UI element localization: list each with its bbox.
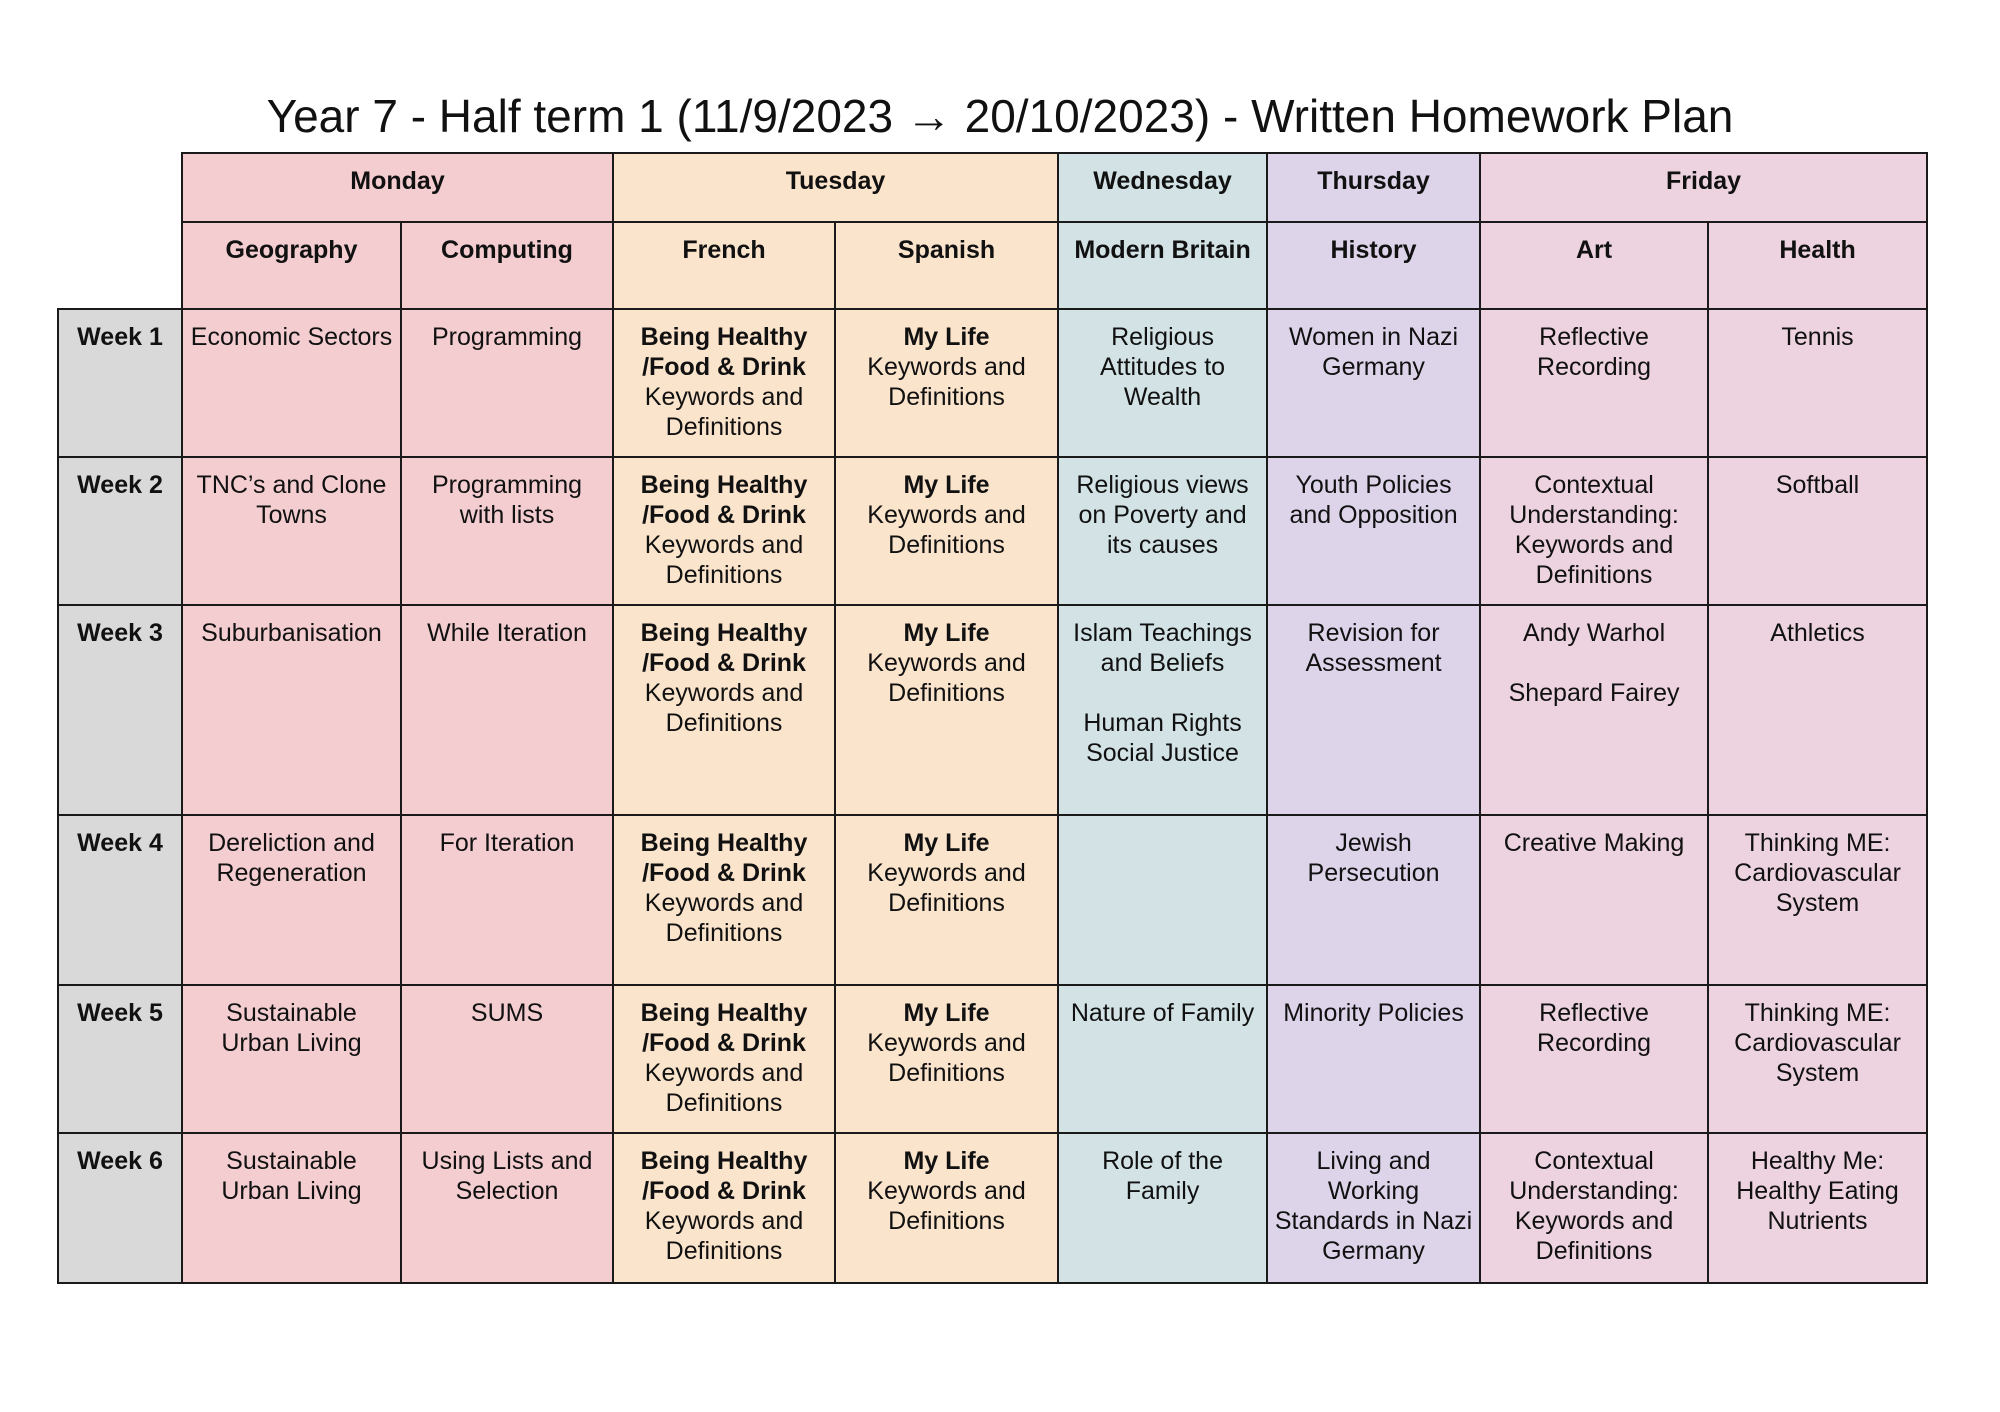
modern-britain-cell	[1058, 1133, 1267, 1283]
homework-text: For Iteration	[439, 829, 575, 857]
homework-text: Women in Nazi Germany	[1289, 323, 1459, 381]
corner-cell	[58, 153, 182, 222]
spanish-cell	[835, 309, 1058, 457]
computing-cell	[401, 457, 613, 605]
day-friday: Friday	[1480, 153, 1927, 222]
homework-topic: Being Healthy /Food & Drink	[640, 999, 808, 1057]
computing-cell	[401, 1133, 613, 1283]
modern-britain-cell	[1058, 985, 1267, 1133]
homework-text: Role of the Family	[1102, 1147, 1223, 1205]
homework-text: Sustainable Urban Living	[221, 1147, 362, 1205]
geography-cell	[182, 309, 401, 457]
art-cell	[1480, 309, 1708, 457]
homework-text: Contextual Understanding: Keywords and Definitions	[1509, 1147, 1679, 1265]
french-cell	[613, 605, 835, 815]
corner-cell	[58, 222, 182, 309]
homework-topic: My Life	[903, 1147, 990, 1175]
homework-text: Jewish Persecution	[1307, 829, 1440, 887]
homework-text: Shepard Fairey	[1508, 679, 1680, 707]
week-label: Week 1	[58, 309, 182, 457]
homework-text: Using Lists and Selection	[421, 1147, 593, 1205]
homework-text: Creative Making	[1503, 829, 1685, 857]
homework-text: Keywords and Definitions	[867, 649, 1026, 707]
homework-text: Youth Policies and Opposition	[1289, 471, 1458, 529]
day-monday: Monday	[182, 153, 613, 222]
week-label: Week 3	[58, 605, 182, 815]
subject-health: Health	[1708, 222, 1927, 309]
computing-cell	[401, 985, 613, 1133]
subject-art: Art	[1480, 222, 1708, 309]
geography-cell	[182, 1133, 401, 1283]
week-row	[58, 815, 1927, 985]
geography-cell	[182, 985, 401, 1133]
homework-topic: My Life	[903, 829, 990, 857]
homework-text: Keywords and Definitions	[867, 501, 1026, 559]
homework-text: Human Rights Social Justice	[1083, 709, 1242, 767]
day-tuesday: Tuesday	[613, 153, 1058, 222]
homework-timetable	[57, 152, 1928, 1284]
geography-cell	[182, 815, 401, 985]
homework-topic: Being Healthy /Food & Drink	[640, 471, 808, 529]
homework-text: While Iteration	[427, 619, 587, 647]
homework-text: Keywords and Definitions	[644, 679, 804, 737]
modern-britain-cell	[1058, 605, 1267, 815]
art-cell	[1480, 985, 1708, 1133]
computing-cell	[401, 815, 613, 985]
computing-cell	[401, 605, 613, 815]
homework-text: Programming	[431, 323, 583, 351]
homework-text: Andy Warhol	[1522, 619, 1666, 647]
modern-britain-cell	[1058, 457, 1267, 605]
french-cell	[613, 309, 835, 457]
health-cell	[1708, 457, 1927, 605]
geography-cell	[182, 457, 401, 605]
homework-text: Nature of Family	[1070, 999, 1255, 1027]
homework-topic: Being Healthy /Food & Drink	[640, 323, 808, 381]
homework-text: Thinking ME: Cardiovascular System	[1734, 999, 1901, 1087]
french-cell	[613, 1133, 835, 1283]
week-row	[58, 1133, 1927, 1283]
homework-text: Keywords and Definitions	[644, 531, 804, 589]
homework-text: Revision for Assessment	[1305, 619, 1442, 677]
week-label: Week 4	[58, 815, 182, 985]
homework-text: Keywords and Definitions	[867, 353, 1026, 411]
week-label: Week 5	[58, 985, 182, 1133]
french-cell	[613, 457, 835, 605]
art-cell	[1480, 605, 1708, 815]
health-cell	[1708, 309, 1927, 457]
homework-text: Minority Policies	[1283, 999, 1464, 1027]
history-cell	[1267, 1133, 1480, 1283]
homework-text: Islam Teachings and Beliefs	[1073, 619, 1252, 677]
health-cell	[1708, 1133, 1927, 1283]
homework-topic: Being Healthy /Food & Drink	[640, 829, 808, 887]
subject-header-row	[58, 222, 1927, 309]
modern-britain-cell	[1058, 815, 1267, 985]
homework-text: Keywords and Definitions	[867, 1177, 1026, 1235]
modern-britain-cell	[1058, 309, 1267, 457]
homework-text: Sustainable Urban Living	[221, 999, 362, 1057]
day-thursday: Thursday	[1267, 153, 1480, 222]
spanish-cell	[835, 457, 1058, 605]
history-cell	[1267, 457, 1480, 605]
subject-modern-britain: Modern Britain	[1058, 222, 1267, 309]
homework-topic: Being Healthy /Food & Drink	[640, 619, 808, 677]
history-cell	[1267, 605, 1480, 815]
art-cell	[1480, 457, 1708, 605]
health-cell	[1708, 985, 1927, 1133]
history-cell	[1267, 815, 1480, 985]
spanish-cell	[835, 985, 1058, 1133]
spanish-cell	[835, 815, 1058, 985]
homework-text: Athletics	[1770, 619, 1865, 647]
spanish-cell	[835, 1133, 1058, 1283]
homework-text: SUMS	[470, 999, 544, 1027]
week-row	[58, 605, 1927, 815]
homework-text: Dereliction and Regeneration	[208, 829, 375, 887]
subject-geography: Geography	[182, 222, 401, 309]
homework-text: Softball	[1775, 471, 1860, 499]
week-label: Week 2	[58, 457, 182, 605]
homework-topic: My Life	[903, 323, 990, 351]
history-cell	[1267, 309, 1480, 457]
homework-text: Religious Attitudes to Wealth	[1099, 323, 1226, 411]
homework-text: Keywords and Definitions	[644, 1207, 804, 1265]
art-cell	[1480, 815, 1708, 985]
homework-text: Contextual Understanding: Keywords and Definitions	[1509, 471, 1679, 589]
homework-text: Keywords and Definitions	[867, 1029, 1026, 1087]
week-label: Week 6	[58, 1133, 182, 1283]
day-wednesday: Wednesday	[1058, 153, 1267, 222]
health-cell	[1708, 815, 1927, 985]
homework-topic: Being Healthy /Food & Drink	[640, 1147, 808, 1205]
homework-topic: My Life	[903, 999, 990, 1027]
homework-text: Religious views on Poverty and its causes	[1076, 471, 1249, 559]
homework-text: Living and Working Standards in Nazi Germany	[1274, 1147, 1473, 1265]
homework-text: Keywords and Definitions	[644, 383, 804, 441]
art-cell	[1480, 1133, 1708, 1283]
homework-text: Keywords and Definitions	[644, 889, 804, 947]
homework-text: Tennis	[1781, 323, 1854, 351]
homework-topic: My Life	[903, 471, 990, 499]
subject-french: French	[613, 222, 835, 309]
day-header-row	[58, 153, 1927, 222]
page-title: Year 7 - Half term 1 (11/9/2023 → 20/10/2023) - Written Homework Plan	[266, 90, 1734, 142]
spanish-cell	[835, 605, 1058, 815]
subject-history: History	[1267, 222, 1480, 309]
homework-text: Reflective Recording	[1537, 999, 1651, 1057]
subject-spanish: Spanish	[835, 222, 1058, 309]
week-row	[58, 457, 1927, 605]
subject-computing: Computing	[401, 222, 613, 309]
computing-cell	[401, 309, 613, 457]
french-cell	[613, 815, 835, 985]
week-row	[58, 309, 1927, 457]
history-cell	[1267, 985, 1480, 1133]
homework-text: Suburbanisation	[201, 619, 382, 647]
health-cell	[1708, 605, 1927, 815]
french-cell	[613, 985, 835, 1133]
homework-text: Keywords and Definitions	[644, 1059, 804, 1117]
homework-topic: My Life	[903, 619, 990, 647]
homework-text: Healthy Me: Healthy Eating Nutrients	[1736, 1147, 1899, 1235]
week-row	[58, 985, 1927, 1133]
homework-text: TNC’s and Clone Towns	[196, 471, 387, 529]
homework-text: Reflective Recording	[1537, 323, 1651, 381]
geography-cell	[182, 605, 401, 815]
homework-text: Programming with lists	[431, 471, 583, 529]
homework-text: Thinking ME: Cardiovascular System	[1734, 829, 1901, 917]
homework-text: Keywords and Definitions	[867, 859, 1026, 917]
homework-text: Economic Sectors	[190, 323, 393, 351]
